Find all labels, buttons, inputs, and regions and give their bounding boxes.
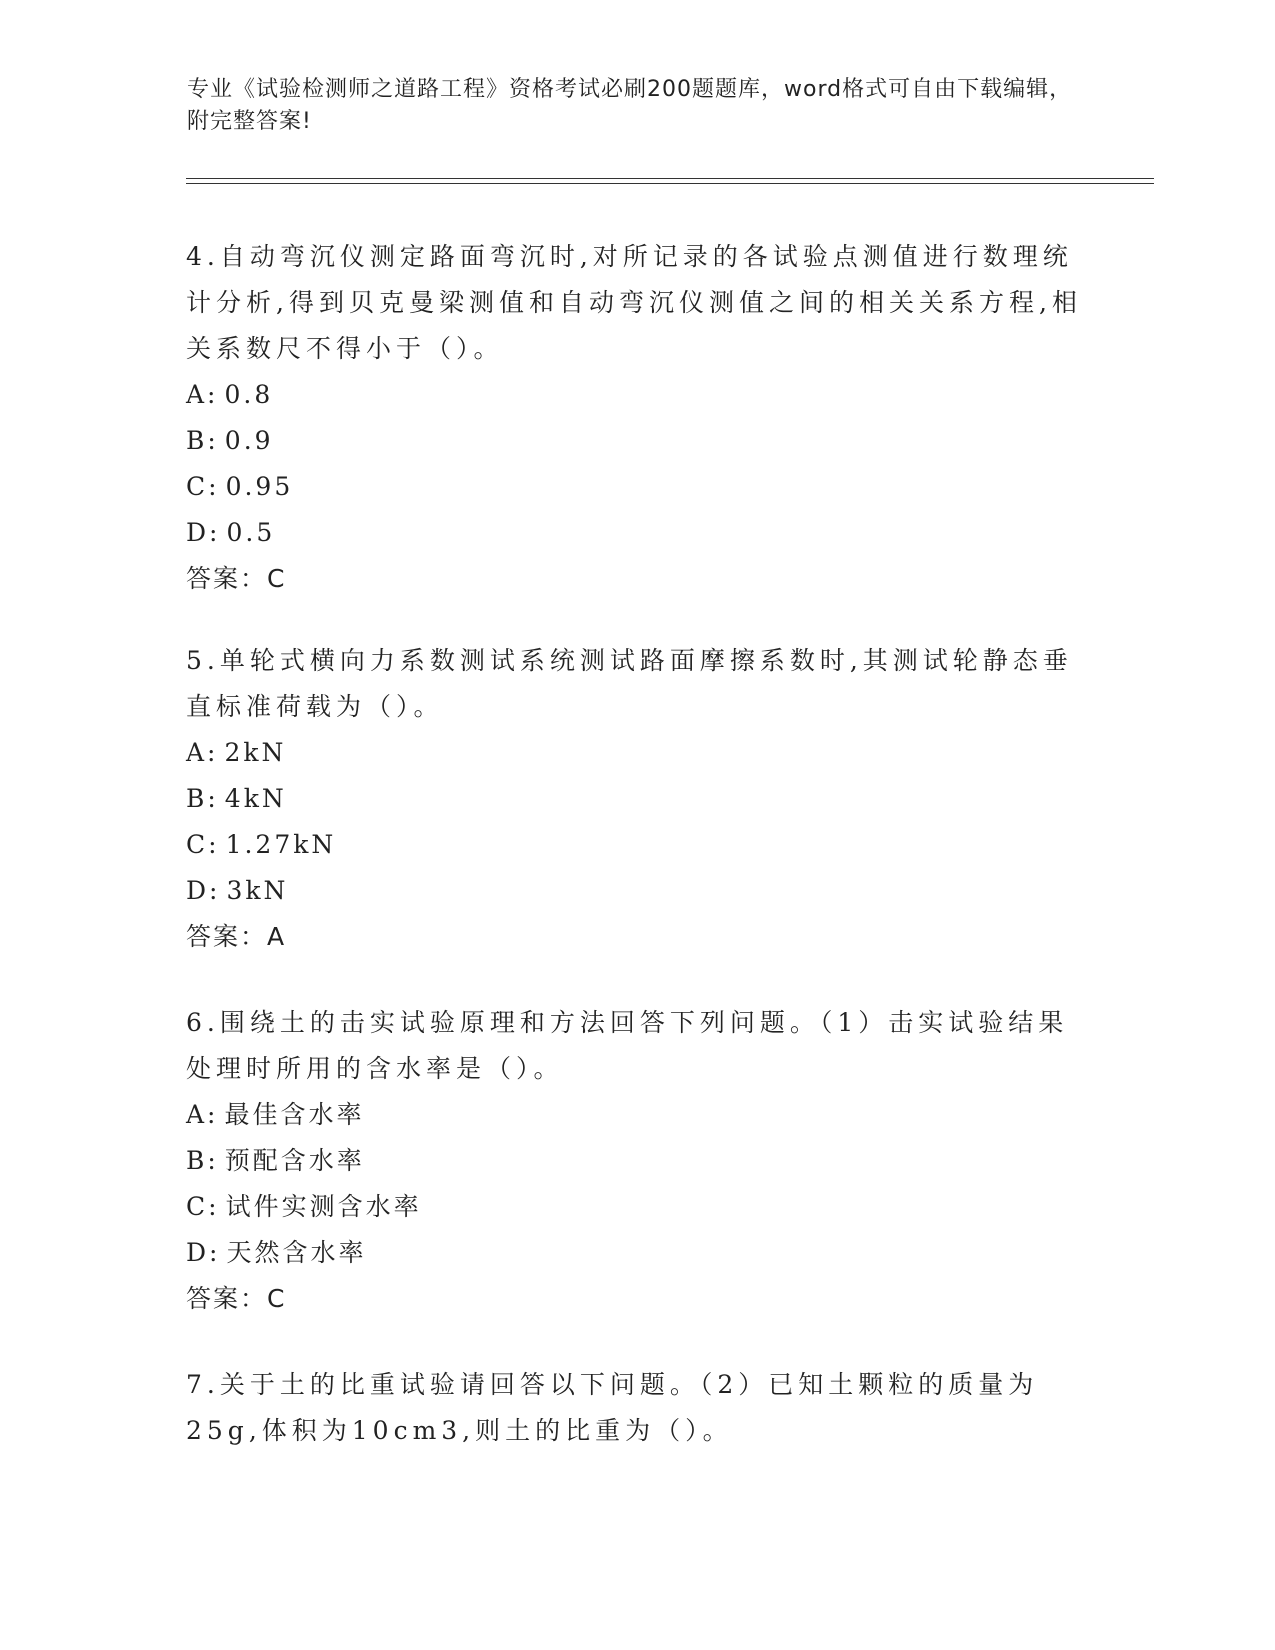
option-d: [186, 510, 1086, 556]
option-letter: B:: [186, 426, 219, 455]
header-divider-bottom: [186, 183, 1154, 184]
option-text: 0.9: [224, 426, 274, 455]
question-4: [186, 234, 1086, 602]
question-stem: 6.围绕土的击实试验原理和方法回答下列问题。（1）击实试验结果处理时所用的含水率是（）。: [186, 1008, 1069, 1083]
option-d: [186, 868, 1086, 914]
option-letter: C:: [186, 472, 220, 501]
question-stem: 7.关于土的比重试验请回答以下问题。（2）已知土颗粒的质量为25g,体积为10cm3,则土的比重为（）。: [186, 1370, 1039, 1445]
option-d: [186, 1230, 1086, 1276]
option-text: 试件实测含水率: [225, 1192, 422, 1221]
option-text: 0.8: [224, 380, 274, 409]
option-a: [186, 1092, 1086, 1138]
option-text: 0.5: [226, 518, 276, 547]
option-letter: B:: [186, 784, 219, 813]
option-b: [186, 776, 1086, 822]
document-title: 专业《试验检测师之道路工程》资格考试必刷200题题库，word格式可自由下载编辑，附完整答案!: [187, 77, 1073, 134]
header-divider-top: [186, 178, 1154, 179]
option-text: 2kN: [224, 738, 287, 767]
option-letter: A:: [186, 380, 219, 409]
option-letter: D:: [186, 1238, 221, 1267]
option-letter: C:: [186, 830, 220, 859]
option-c: [186, 464, 1086, 510]
document-header: [187, 74, 1087, 138]
option-a: [186, 730, 1086, 776]
answer-line: 答案：C: [186, 1284, 287, 1313]
option-letter: A:: [186, 1100, 219, 1129]
question-stem: 4.自动弯沉仪测定路面弯沉时,对所记录的各试验点测值进行数理统计分析,得到贝克曼梁测值和自动弯沉仪测值之间的相关关系方程,相关系数尺不得小于（）。: [186, 242, 1082, 363]
option-c: [186, 1184, 1086, 1230]
option-b: [186, 418, 1086, 464]
answer-line: 答案：C: [186, 564, 287, 593]
option-text: 1.27kN: [225, 830, 337, 859]
question-5: [186, 638, 1086, 960]
question-stem: 5.单轮式横向力系数测试系统测试路面摩擦系数时,其测试轮静态垂直标准荷载为（）。: [186, 646, 1073, 721]
question-7: [186, 1362, 1086, 1454]
option-c: [186, 822, 1086, 868]
option-letter: C:: [186, 1192, 220, 1221]
option-letter: D:: [186, 876, 221, 905]
option-letter: A:: [186, 738, 219, 767]
option-text: 天然含水率: [226, 1238, 367, 1267]
option-text: 4kN: [224, 784, 287, 813]
question-6: [186, 1000, 1086, 1322]
option-b: [186, 1138, 1086, 1184]
option-text: 0.95: [225, 472, 294, 501]
answer-line: 答案：A: [186, 922, 287, 951]
option-letter: B:: [186, 1146, 219, 1175]
option-letter: D:: [186, 518, 221, 547]
option-text: 最佳含水率: [224, 1100, 365, 1129]
option-text: 预配含水率: [224, 1146, 365, 1175]
option-text: 3kN: [226, 876, 289, 905]
option-a: [186, 372, 1086, 418]
